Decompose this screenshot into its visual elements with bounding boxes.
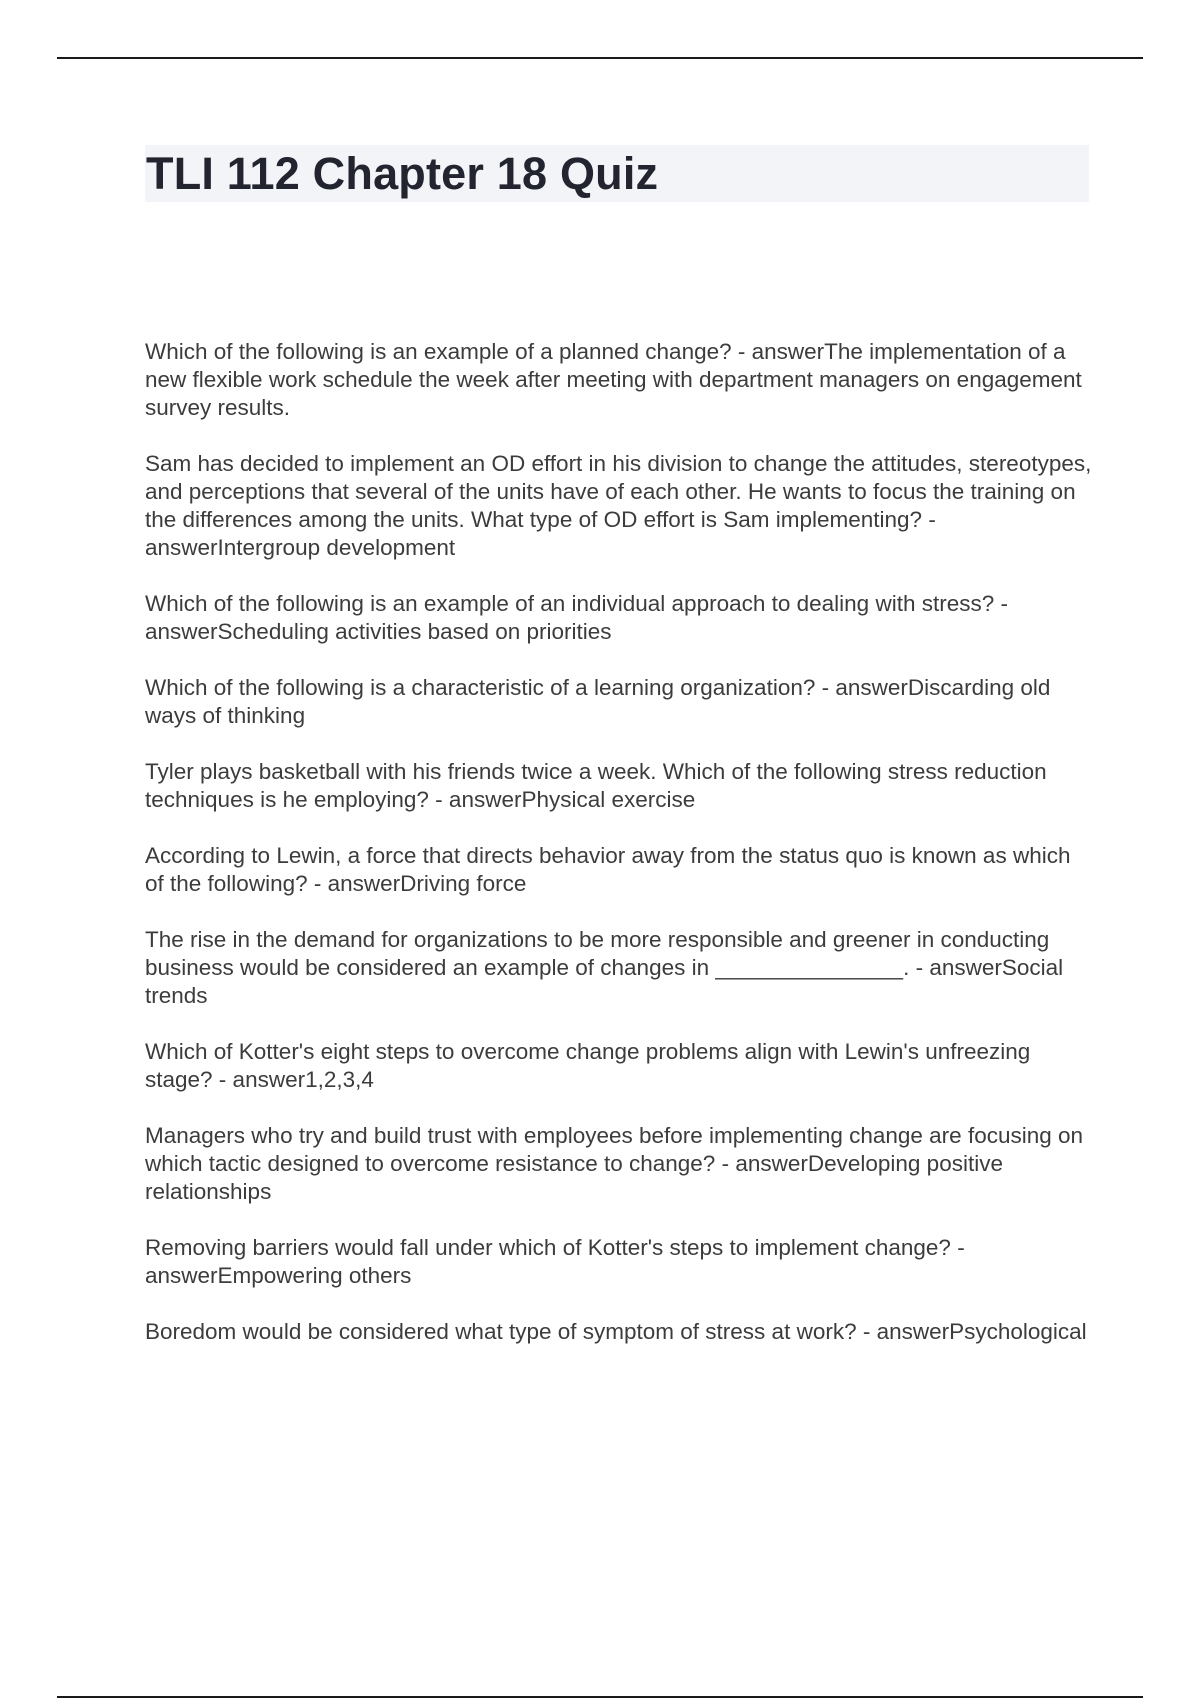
qa-item: Which of the following is an example of an individual approach to dealing with stress? - answerScheduling activities based on priorities: [145, 591, 1008, 644]
bottom-rule: [57, 1696, 1143, 1698]
qa-item: The rise in the demand for organizations to be more responsible and greener in conducting business would be considered an example of changes in _______________. - answerSocial trends: [145, 927, 1064, 1008]
qa-item: Boredom would be considered what type of symptom of stress at work? - answerPsychological: [145, 1319, 1087, 1344]
document-title: TLI 112 Chapter 18 Quiz: [146, 148, 659, 199]
qa-item: Which of the following is a characteristic of a learning organization? - answerDiscarding old ways of thinking: [145, 675, 1051, 728]
qa-list: [145, 338, 1095, 1374]
qa-item: Which of Kotter's eight steps to overcome change problems align with Lewin's unfreezing stage? - answer1,2,3,4: [145, 1039, 1031, 1092]
qa-item: Which of the following is an example of a planned change? - answerThe implementation of a new flexible work schedule the week after meeting with department managers on engagement survey results.: [145, 339, 1082, 420]
qa-item: Tyler plays basketball with his friends twice a week. Which of the following stress reduction techniques is he employing? - answerPhysical exercise: [145, 759, 1047, 812]
top-rule: [57, 57, 1143, 59]
qa-item: According to Lewin, a force that directs behavior away from the status quo is known as which of the following? - answerDriving force: [145, 843, 1071, 896]
qa-item: Sam has decided to implement an OD effort in his division to change the attitudes, stereotypes, and perceptions that several of the units have of each other. He wants to focus the training on the differences among the units. What type of OD effort is Sam implementing? - answerIntergroup development: [145, 451, 1092, 560]
qa-item: Managers who try and build trust with employees before implementing change are focusing on which tactic designed to overcome resistance to change? - answerDeveloping positive relationships: [145, 1123, 1084, 1204]
qa-item: Removing barriers would fall under which of Kotter's steps to implement change? - answerEmpowering others: [145, 1235, 965, 1288]
